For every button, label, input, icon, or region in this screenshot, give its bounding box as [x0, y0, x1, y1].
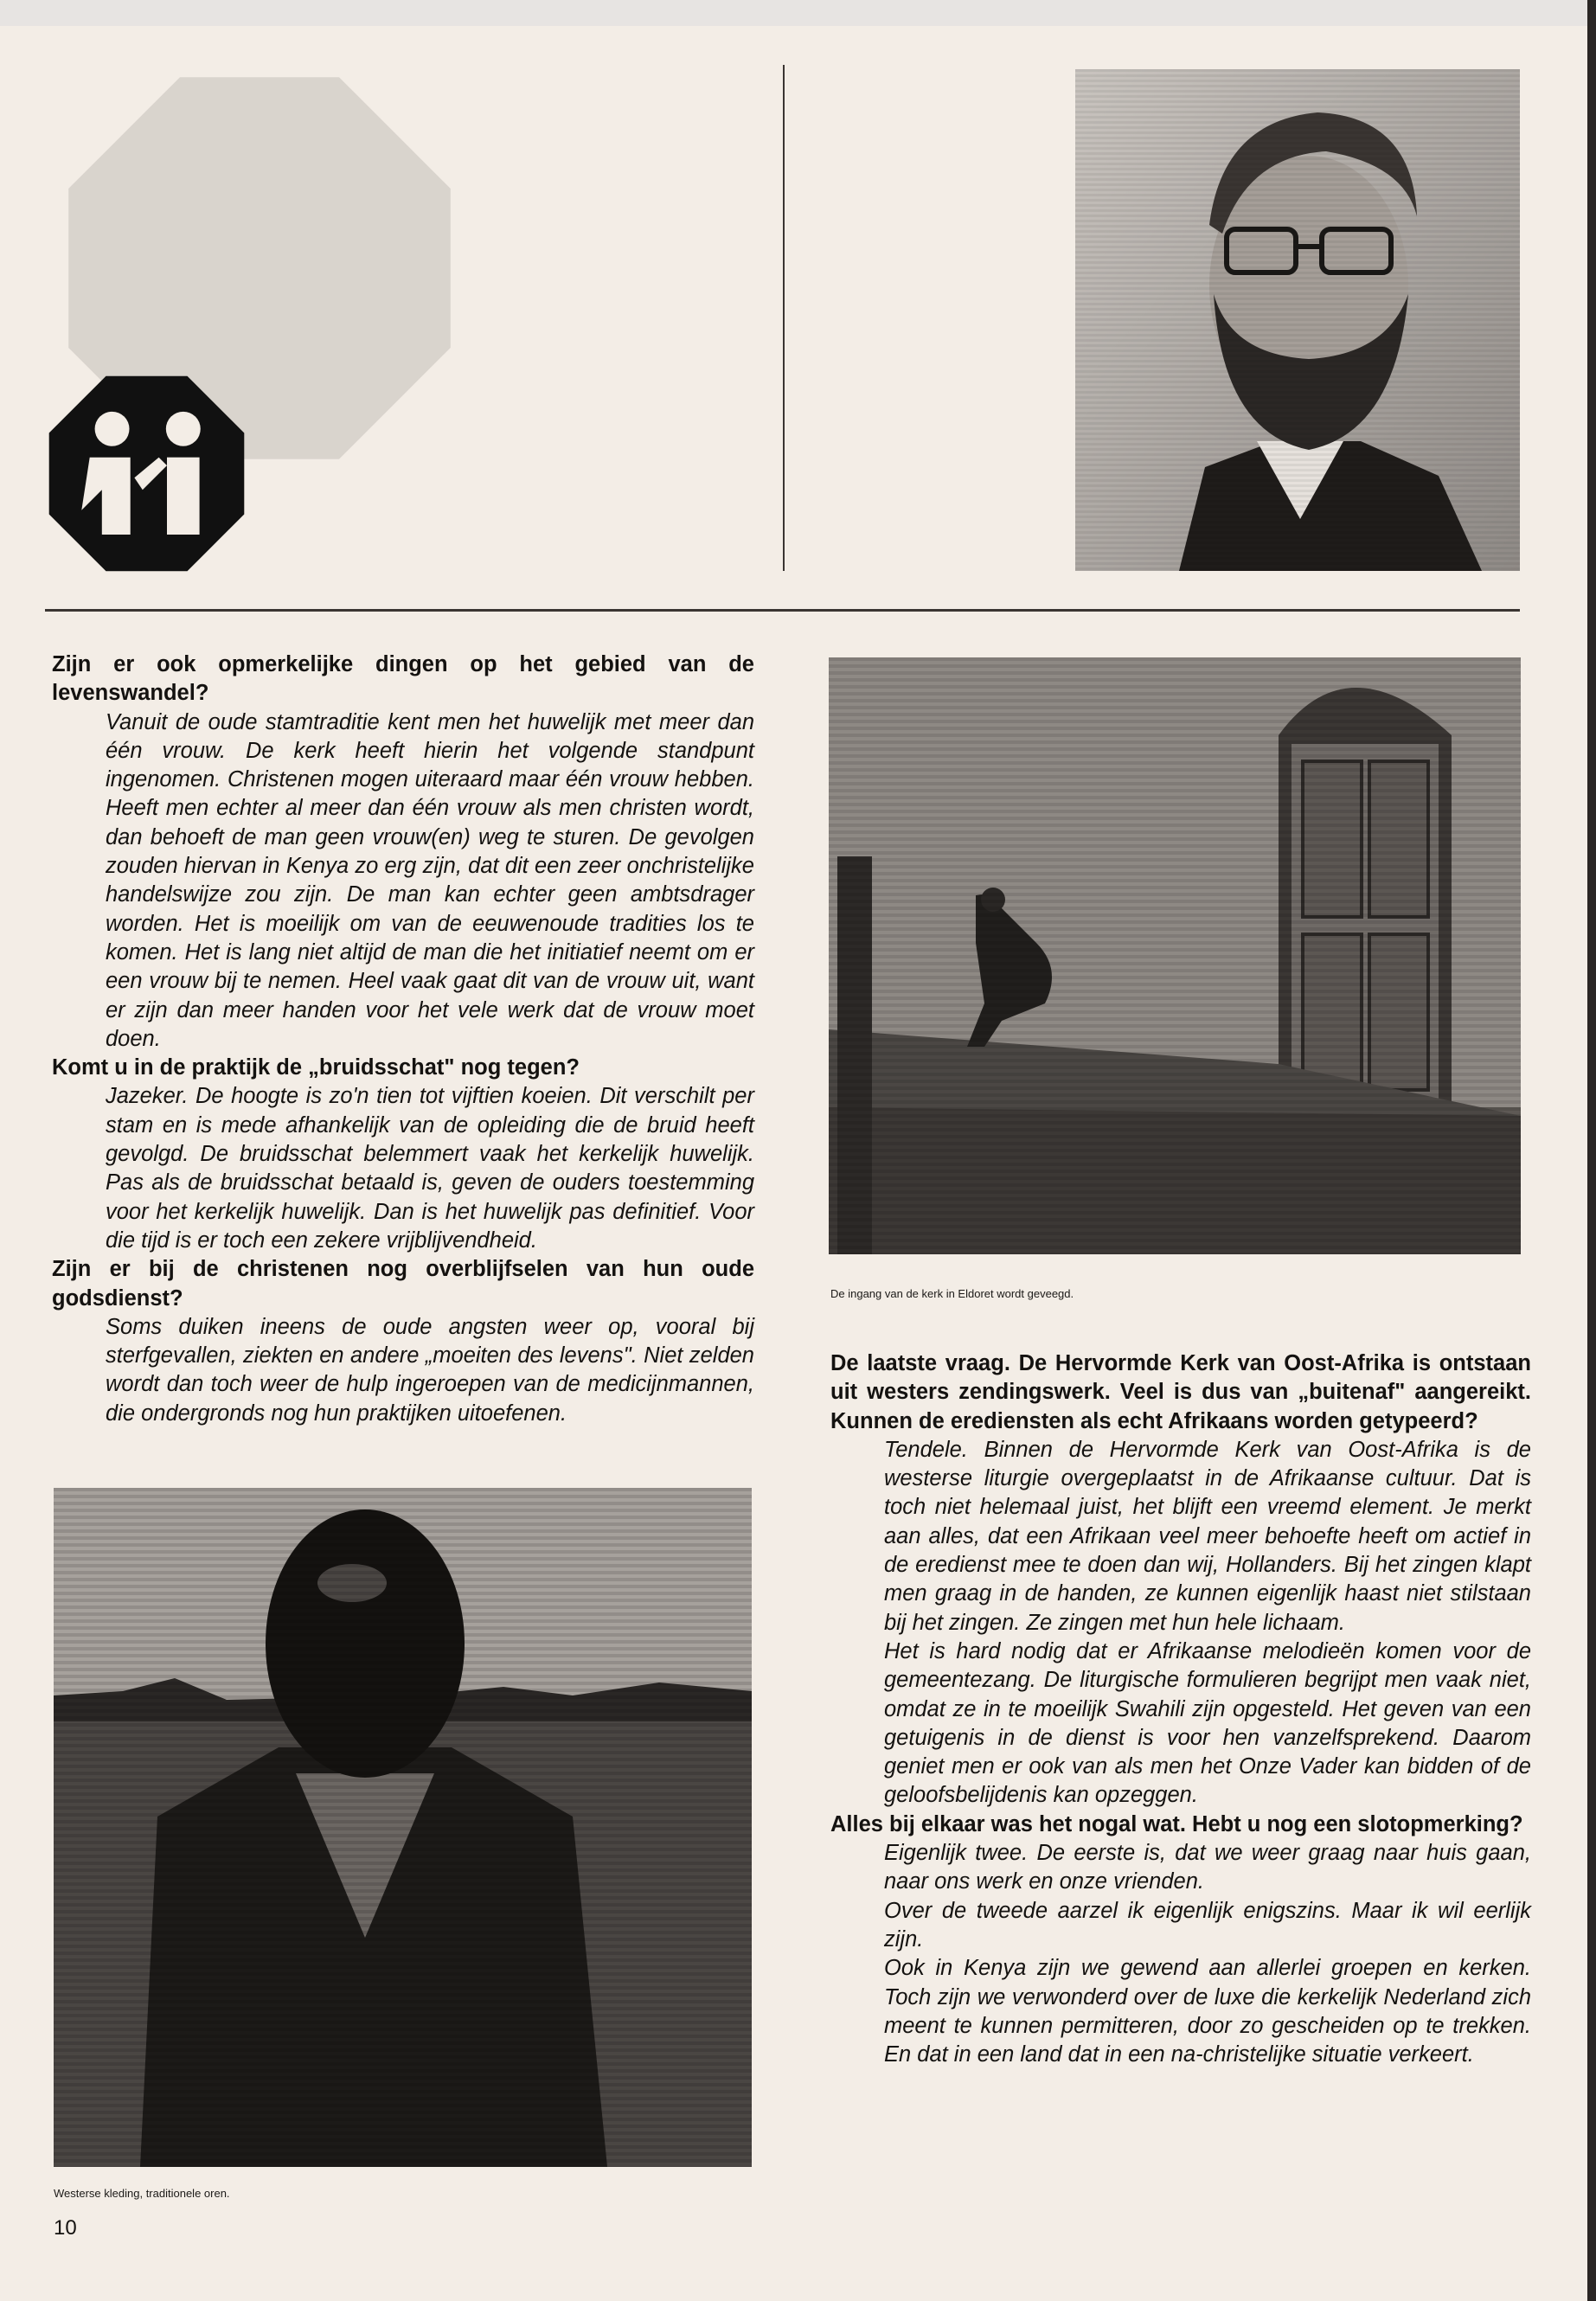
man-portrait-photo: [54, 1488, 752, 2167]
scan-edge-top: [0, 0, 1596, 26]
church-entrance-photo: [829, 657, 1521, 1254]
interview-question: Alles bij elkaar was het nogal wat. Hebt u nog een slotopmerking?: [830, 1811, 1523, 1836]
interview-answer: Ook in Kenya zijn we gewend aan allerlei groepen en kerken. Toch zijn we verwonderd over de luxe die kerkelijk Nederland zich meent te kunnen permitteren, door zo gescheiden op te trekken. En dat in een land dat in een na-christelijke situatie verkeert.: [884, 1956, 1531, 2067]
interview-answer: Eigenlijk twee. De eerste is, dat we weer graag naar huis gaan, naar ons werk en onze vrienden.: [884, 1841, 1531, 1894]
interview-question: Komt u in de praktijk de „bruidsschat" nog tegen?: [52, 1055, 580, 1080]
interview-answer: Over de tweede aarzel ik eigenlijk enigszins. Maar ik wil eerlijk zijn.: [884, 1898, 1531, 1952]
interview-answer: Vanuit de oude stamtraditie kent men het huwelijk met meer dan één vrouw. De kerk heeft hierin het volgende standpunt ingenomen. Christenen mogen uiteraard maar één vrouw hebben. Heeft men echter al meer dan één vrouw als men christen wordt, dan behoeft de man geen vrouw(en) weg te sturen. De gevolgen zouden hiervan in Kenya zo erg zijn, dat dit een zeer onchristelijke handelswijze zou zijn. De man kan echter geen ambtsdrager worden. Het is moeilijk om van de eeuwenoude tradities los te komen. Het is lang niet altijd de man die het initiatief neemt om er een vrouw bij te nemen. Heel vaak gaat dit van de vrouw uit, want er zijn dan meer handen voor het vele werk dat de vrouw moet doen.: [106, 709, 754, 1051]
article-column-left: [52, 651, 754, 1428]
interview-icon: [45, 372, 248, 575]
interview-question: Zijn er bij de christenen nog overblijfselen van hun oude godsdienst?: [52, 1257, 754, 1311]
article-column-right: [830, 1349, 1531, 2069]
interview-answer: Jazeker. De hoogte is zo'n tien tot vijftien koeien. Dit verschilt per stam en is mede afhankelijk van de opleiding die de bruid heeft gevolgd. De bruidsschat belemmert vaak het kerkelijk huwelijk. Pas als de bruidsschat betaald is, geven de ouders toestemming voor het kerkelijk huwelijk. Dan is het huwelijk pas definitief. Voor die tijd is er toch een zekere vrijblijvendheid.: [106, 1084, 754, 1253]
page-number: 10: [54, 2216, 77, 2240]
man-photo-caption: Westerse kleding, traditionele oren.: [54, 2187, 230, 2200]
interview-answer: Soms duiken ineens de oude angsten weer op, vooral bij sterfgevallen, ziekten en andere „moeiten des levens". Niet zelden wordt dan toch weer de hulp ingeroepen van de medicijnmannen, die ondergronds nog hun praktijken uitoefenen.: [106, 1314, 754, 1426]
portrait-photo: [1075, 69, 1520, 571]
scan-edge-right: [1587, 0, 1596, 2301]
interview-question: De laatste vraag. De Hervormde Kerk van Oost-Afrika is ontstaan uit westers zendingswerk. Veel is dus van „buitenaf" aangereikt. Kunnen de erediensten als echt Afrikaans worden getypeerd?: [830, 1351, 1531, 1433]
interview-answer: Het is hard nodig dat er Afrikaanse melodieën komen voor de gemeentezang. De liturgische formulieren begrijpt men vaak niet, omdat ze in te moeilijk Swahili zijn opgesteld. Het geven van een getuigenis in de dienst is voor hen vanzelfsprekend. Daarom geniet men er ook van als men het Onze Vader kan bidden of de geloofsbelijdenis kan opzeggen.: [884, 1638, 1531, 1808]
header-divider-vertical: [783, 65, 785, 571]
church-photo-caption: De ingang van de kerk in Eldoret wordt geveegd.: [830, 1287, 1074, 1300]
header-divider-horizontal: [45, 609, 1520, 612]
interview-answer: Tendele. Binnen de Hervormde Kerk van Oost-Afrika is de westerse liturgie overgeplaatst in de Afrikaanse cultuur. Dat is toch niet helemaal juist, het blijft een vreemd element. Je merkt aan alles, dat een Afrikaan veel meer behoefte heeft om actief in de eredienst mee te doen dan wij, Hollanders. Bij het zingen klapt men graag in de handen, ze kunnen eigenlijk haast niet stilstaan bij het zingen. Ze zingen met hun hele lichaam.: [884, 1437, 1531, 1635]
interview-question: Zijn er ook opmerkelijke dingen op het gebied van de levenswandel?: [52, 652, 754, 706]
